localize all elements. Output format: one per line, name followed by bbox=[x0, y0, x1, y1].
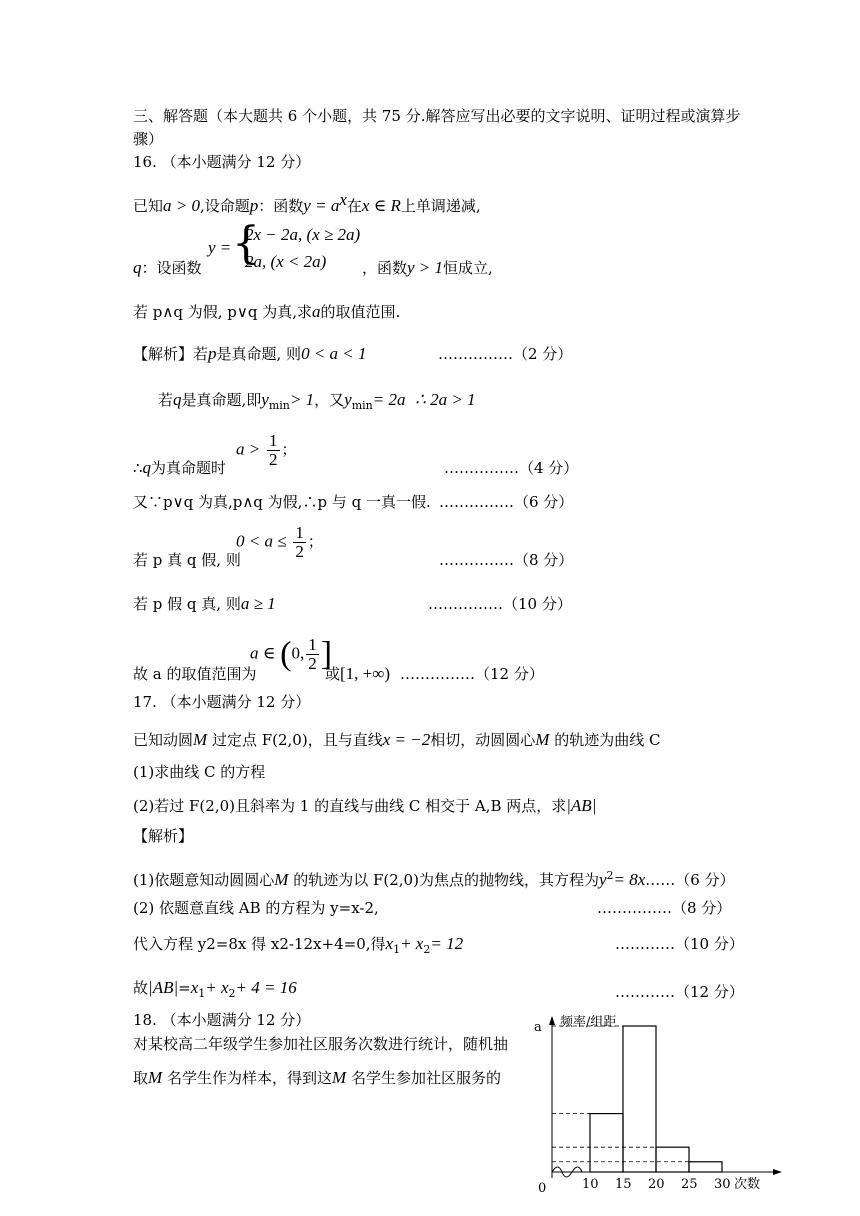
frequency-histogram bbox=[520, 1010, 800, 1210]
y-axis-arrow bbox=[549, 1016, 555, 1025]
x-tick-20: 20 bbox=[648, 1177, 665, 1192]
q16-sol-2: 若q是真命题,即$y_{min}> 1$，又$y_{min}= 2a$ ∴ 2a > 1 bbox=[158, 390, 476, 412]
q16-line3: 若 p∧q 为假, p∨q 为真,求a的取值范围. bbox=[133, 302, 401, 321]
q17-line1: 已知动圆M 过定点 F(2,0)，且与直线x = −2相切，动圆圆心M 的轨迹为曲线 C bbox=[133, 730, 661, 749]
q16-sol-4: 又∵p∨q 为真,p∧q 为假,∴p 与 q 一真一假. bbox=[133, 493, 431, 511]
y-tick-a: a bbox=[534, 1020, 542, 1035]
q16-sol-7-interval: a ∈ (0, $\frac{1}{2}$ ] bbox=[250, 635, 333, 673]
q16-pts-12: ……………（12 分） bbox=[400, 665, 544, 683]
q16-sol-6: 若 p 假 q 真, 则a ≥ 1 bbox=[133, 594, 276, 613]
q16-q-label: q：设函数 bbox=[133, 258, 202, 277]
q16-pts-2: ……………（2 分） bbox=[438, 345, 573, 363]
q16-pts-8: ……………（8 分） bbox=[439, 551, 574, 569]
x-tick-10: 10 bbox=[582, 1177, 599, 1192]
q17-pts-8: ……………（8 分） bbox=[597, 899, 732, 917]
q16-header: 16. （本小题满分 12 分） bbox=[133, 153, 311, 171]
q16-sol-1: 【解析】若p是真命题, 则0 < a < 1 bbox=[133, 344, 367, 363]
y-axis-label: 频率/组距 bbox=[560, 1015, 617, 1030]
q17-header: 17. （本小题满分 12 分） bbox=[133, 693, 311, 711]
q17-line3: (2)若过 F(2,0)且斜率为 1 的直线与曲线 C 相交于 A,B 两点，求|AB| bbox=[133, 796, 597, 815]
bar-3 bbox=[689, 1162, 722, 1172]
q18-line2: 取M 名学生作为样本，得到这M 名学生参加社区服务的 bbox=[133, 1068, 501, 1087]
q18-line1: 对某校高二年级学生参加社区服务次数进行统计，随机抽 bbox=[133, 1035, 509, 1053]
q16-sol-7: 故 a 的取值范围为 bbox=[133, 665, 257, 683]
q16-sol-3: ∴q为真命题时 bbox=[133, 458, 227, 477]
bar-2 bbox=[656, 1147, 689, 1172]
q17-sol-4: 故$|AB|=x_1+ x_2+ 4 = 16$ bbox=[133, 978, 297, 1000]
q17-line2: (1)求曲线 C 的方程 bbox=[133, 763, 266, 781]
piecewise-case2: 2a, (x < 2a) bbox=[245, 252, 327, 271]
q16-sol-7-or: 或[1, +∞) bbox=[325, 664, 391, 683]
q16-line1: 已知a > 0,设命题p：函数$y = a^x$在x ∈ R上单调递减, bbox=[133, 190, 481, 215]
piecewise-case1: 2x − 2a, (x ≥ 2a) bbox=[245, 225, 361, 244]
origin-label: 0 bbox=[538, 1181, 547, 1196]
bar-0 bbox=[590, 1114, 623, 1172]
q16-pts-4: ……………（4 分） bbox=[444, 459, 579, 477]
x-tick-15: 15 bbox=[615, 1177, 632, 1192]
q16-sol-5: 若 p 真 q 假, 则 bbox=[133, 551, 241, 569]
q16-sol-3-frac: a > $\frac{1}{2}$ ； bbox=[236, 431, 297, 469]
q17-pts-12: …………（12 分） bbox=[615, 983, 744, 1001]
piecewise-brace: { bbox=[232, 218, 260, 269]
q17-sol-label: 【解析】 bbox=[133, 827, 194, 845]
q17-sol-3: 代入方程 y2=8x 得 x2-12x+4=0,得$x_1+ x_2= 12$ bbox=[133, 934, 464, 956]
q17-sol-2: (2) 依题意直线 AB 的方程为 y=x-2, bbox=[133, 899, 379, 917]
q16-sol-5-frac: 0 < a ≤ $\frac{1}{2}$ ； bbox=[236, 523, 323, 561]
q16-line2-tail: ，函数y > 1恒成立, bbox=[362, 258, 493, 277]
q17-pts-10: …………（10 分） bbox=[615, 935, 744, 953]
bar-1 bbox=[623, 1026, 656, 1172]
x-axis-label: 次数 bbox=[734, 1177, 761, 1192]
q17-sol-1: (1)依题意知动圆圆心M 的轨迹为以 F(2,0)为焦点的抛物线，其方程为$y^2=$ 8x……（6 分） bbox=[133, 869, 735, 889]
q18-header: 18. （本小题满分 12 分） bbox=[133, 1011, 311, 1029]
q16-pts-6: ……………（6 分） bbox=[439, 493, 574, 511]
piecewise-y: y = bbox=[208, 238, 232, 257]
x-tick-25: 25 bbox=[681, 1177, 698, 1192]
q16-pts-10: ……………（10 分） bbox=[428, 595, 572, 613]
section-heading: 三、解答题（本大题共 6 个小题，共 75 分.解答应写出必要的文字说明、证明过程或演算步 bbox=[133, 107, 741, 125]
section-heading-cont: 骤） bbox=[133, 130, 164, 148]
x-tick-30: 30 bbox=[714, 1177, 731, 1192]
x-axis-arrow bbox=[773, 1169, 782, 1175]
